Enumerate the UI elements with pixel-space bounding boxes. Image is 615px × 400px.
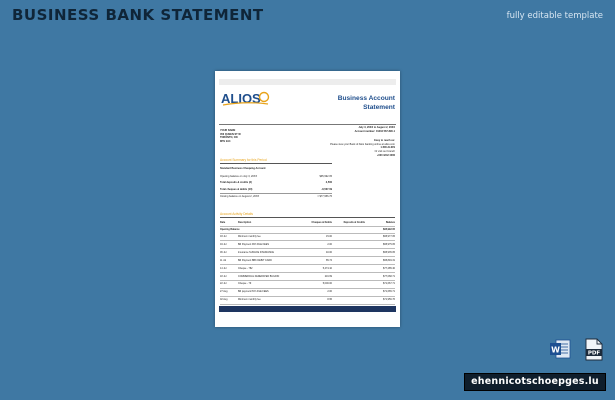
summary-label: Opening balance on July 3, 20XX bbox=[220, 175, 258, 178]
transaction-balance: $71,665.71 bbox=[383, 290, 395, 294]
address-line: 456 QUEEN ST W bbox=[220, 132, 241, 136]
logo-text: ALIOS bbox=[221, 91, 261, 106]
column-header: Cheques & Debits bbox=[311, 221, 332, 224]
summary-heading: Account Summary for this Period bbox=[220, 158, 267, 162]
title-divider bbox=[219, 124, 396, 125]
transaction-credit bbox=[332, 235, 365, 238]
transaction-balance: $77,068.71 bbox=[383, 274, 395, 278]
transaction-date: 14 Jul bbox=[220, 266, 227, 270]
transaction-date: 02 Aug bbox=[220, 298, 228, 302]
page-title: BUSINESS BANK STATEMENT bbox=[12, 6, 264, 24]
transaction-credit bbox=[332, 282, 365, 285]
contact-line: 1 800 ALIOS bbox=[380, 146, 395, 150]
transaction-debit: 40.00 bbox=[326, 250, 332, 254]
transaction-balance: $71,667.71 bbox=[383, 282, 395, 286]
activity-heading: Account Activity Details bbox=[220, 212, 253, 216]
word-letter: W bbox=[551, 345, 560, 355]
transaction-row bbox=[220, 235, 395, 238]
opening-balance-value: $95,992.05 bbox=[383, 228, 395, 231]
transaction-debit: 2.00 bbox=[327, 290, 332, 294]
transaction-desc: Insurance SUNLIFE INSURANCE bbox=[238, 250, 275, 254]
transaction-debit: 85.74 bbox=[326, 258, 332, 262]
transaction-balance: $95,977.05 bbox=[383, 235, 395, 238]
transaction-balance: $77,285.40 bbox=[383, 266, 395, 270]
activity-divider bbox=[220, 217, 395, 218]
transaction-credit bbox=[332, 259, 365, 262]
summary-subtitle-text: Standard Business Chequing Account bbox=[220, 167, 266, 170]
contact-line: +000 4242 4000 bbox=[376, 153, 395, 157]
transaction-row bbox=[220, 259, 395, 262]
transaction-debit: 216.69 bbox=[324, 274, 332, 278]
transaction-date: 11 Jul bbox=[220, 258, 227, 262]
address-line: YOUR NAME bbox=[220, 129, 236, 132]
transaction-row bbox=[220, 290, 395, 293]
transaction-row bbox=[220, 275, 395, 278]
transaction-credit bbox=[332, 251, 365, 254]
summary-value: = $77,956.76 bbox=[317, 195, 332, 198]
contact-line: Please view your Bank of Alios banking online at alios.com bbox=[330, 142, 395, 146]
transaction-debit: 15.00 bbox=[326, 235, 332, 238]
opening-balance-label: Opening Balance bbox=[220, 228, 240, 231]
transaction-debit: 5,000.00 bbox=[322, 282, 332, 286]
statement-period-info bbox=[355, 126, 395, 133]
transaction-desc: Cheque - 782 bbox=[238, 266, 253, 270]
column-header: Date bbox=[220, 221, 226, 224]
word-file-icon[interactable] bbox=[549, 338, 571, 360]
summary-total-divider bbox=[220, 193, 332, 194]
summary-label: Total cheques & debits (10) bbox=[220, 188, 253, 191]
document-title-line2: Statement bbox=[363, 104, 395, 112]
summary-label: Total deposits & credits (2) bbox=[220, 181, 252, 184]
opening-balance-row bbox=[220, 228, 395, 231]
transaction-debit: 8.95 bbox=[327, 298, 332, 302]
transaction-desc: Cheque - 79 bbox=[238, 282, 252, 286]
transaction-desc: Bill Payment PAY-FILE FEES bbox=[238, 242, 269, 246]
transaction-row bbox=[220, 267, 395, 270]
column-header: Deposits & Credits bbox=[343, 221, 365, 224]
document-title-line1: Business Account bbox=[337, 95, 395, 102]
alios-logo bbox=[220, 89, 270, 107]
transaction-credit bbox=[332, 290, 365, 293]
transaction-row bbox=[220, 298, 395, 301]
pdf-file-icon[interactable] bbox=[584, 338, 604, 361]
transaction-row bbox=[220, 251, 395, 254]
transaction-debit: 5,474.10 bbox=[322, 266, 332, 270]
account-number: Account number: 01234 567-890-1 bbox=[354, 129, 395, 133]
transaction-credit bbox=[332, 267, 365, 270]
address-line: M5V 2A4 bbox=[220, 139, 231, 143]
contact-line: Easy to reach us: bbox=[374, 139, 395, 142]
transaction-date: 18 Jul bbox=[220, 274, 227, 278]
document-footer-bar bbox=[219, 306, 396, 312]
transaction-balance: $71,956.76 bbox=[383, 298, 395, 302]
website-badge[interactable]: ehennicotschoepges.lu bbox=[464, 373, 606, 391]
transaction-balance: $95,975.05 bbox=[383, 242, 395, 246]
summary-value: $95,992.05 bbox=[319, 175, 332, 178]
contact-info bbox=[330, 139, 395, 157]
statement-document bbox=[215, 71, 400, 327]
summary-divider bbox=[220, 163, 332, 164]
summary-row bbox=[220, 175, 332, 178]
transaction-credit bbox=[332, 243, 365, 246]
summary-value: 2,500 bbox=[325, 181, 332, 184]
transaction-debit: 2.00 bbox=[327, 242, 332, 246]
summary-row bbox=[220, 181, 332, 184]
transaction-row bbox=[220, 282, 395, 285]
transaction-desc: Bill Payment BBK DEBIT CARD bbox=[238, 258, 272, 262]
activity-table-header bbox=[220, 221, 395, 224]
transaction-credit bbox=[332, 298, 365, 301]
customer-address bbox=[220, 129, 241, 144]
transaction-date: 03 Jul bbox=[220, 235, 227, 238]
transaction-balance: $95,849.31 bbox=[383, 258, 395, 262]
address-line: TORONTO, ON bbox=[220, 136, 238, 140]
transaction-desc: COMMERCIAL FEDERATED BUILDIN bbox=[238, 274, 280, 278]
transaction-balance: $95,935.05 bbox=[383, 250, 395, 254]
transaction-row bbox=[220, 243, 395, 246]
column-header: Description bbox=[238, 221, 252, 224]
summary-row bbox=[220, 188, 332, 191]
statement-period: July 3, 20XX to August 2, 20XX bbox=[358, 126, 395, 129]
summary-label: Closing balance on August 2, 20XX bbox=[220, 195, 260, 198]
pdf-label: PDF bbox=[587, 350, 601, 357]
contact-line: Or visit our branch bbox=[374, 149, 395, 153]
transaction-desc: Bill payment PAY-FILE FEES bbox=[238, 290, 269, 294]
summary-value: -8,567.09 bbox=[321, 188, 332, 191]
transaction-desc: Minimum monthly fee bbox=[238, 298, 261, 302]
document-top-bar bbox=[219, 79, 396, 85]
summary-subtitle bbox=[220, 167, 332, 170]
transaction-date: 22 Jul bbox=[220, 282, 227, 286]
column-header: Balance bbox=[385, 221, 395, 224]
summary-row bbox=[220, 195, 332, 198]
transaction-date: 06 Jul bbox=[220, 250, 227, 254]
document-title bbox=[315, 94, 395, 112]
transaction-date: 27 Aug bbox=[220, 290, 228, 294]
transaction-credit bbox=[332, 275, 365, 278]
transaction-date: 04 Jul bbox=[220, 242, 227, 246]
transaction-desc: Minimum monthly fee bbox=[238, 235, 261, 238]
tagline: fully editable template bbox=[506, 11, 603, 21]
